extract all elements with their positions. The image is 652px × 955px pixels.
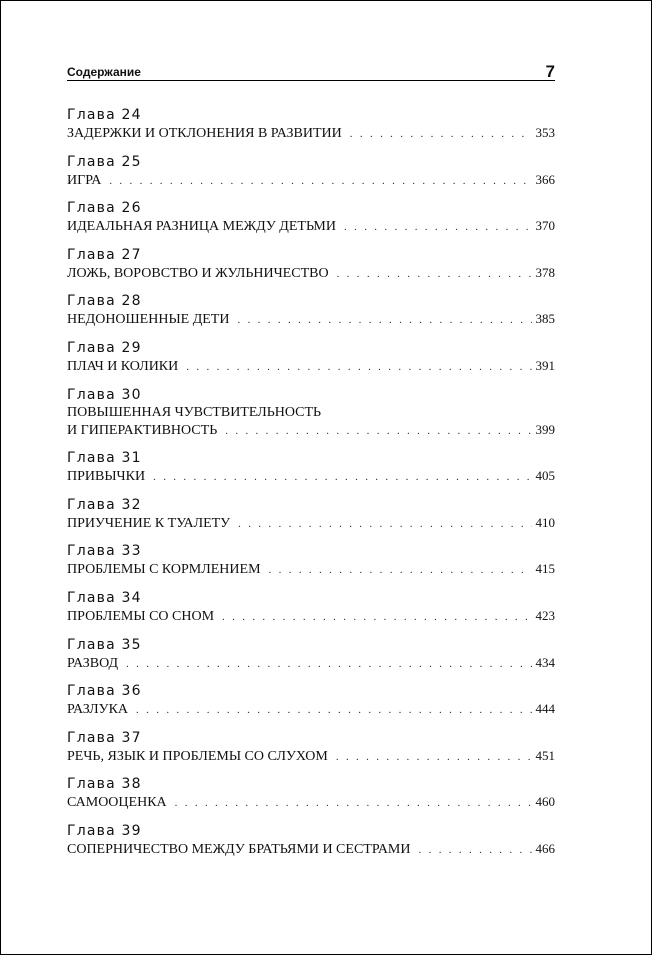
toc-entry [67,776,555,810]
chapter-page: 444 [535,701,555,717]
chapter-title: ПРИВЫЧКИ [67,469,146,485]
dot-leader [350,126,532,143]
toc-entry [67,543,555,577]
entry-line [67,217,555,234]
chapter-label: Глава 38 [67,776,142,793]
chapter-page: 434 [535,654,555,670]
entry-line [67,747,555,764]
toc-entry [67,450,555,484]
chapter-title: И ГИПЕРАКТИВНОСТЬ [67,422,218,438]
entry-line [67,310,555,327]
chapter-page: 410 [535,514,555,530]
entry-line [67,654,555,671]
chapter-page: 451 [535,747,555,763]
chapter-label: Глава 25 [67,153,142,170]
toc-entry [67,637,555,671]
chapter-label: Глава 37 [67,729,142,746]
entry-line [67,514,555,531]
chapter-label: Глава 27 [67,246,142,263]
chapter-page: 391 [535,357,555,373]
chapter-title: НЕДОНОШЕННЫЕ ДЕТИ [67,312,230,328]
dot-leader [153,469,531,486]
toc-entry [67,730,555,764]
chapter-title: СОПЕРНИЧЕСТВО МЕЖДУ БРАТЬЯМИ И СЕСТРАМИ [67,841,411,857]
dot-leader [269,562,532,579]
entry-line [67,264,555,281]
toc-entry [67,340,555,374]
chapter-title: РАЗВОД [67,655,119,671]
chapter-label: Глава 35 [67,636,142,653]
chapter-label: Глава 31 [67,450,142,467]
entry-line [67,357,555,374]
chapter-page: 370 [535,218,555,234]
chapter-label: Глава 39 [67,822,142,839]
dot-leader [225,423,531,440]
toc-entry [67,590,555,624]
toc-entry [67,387,555,438]
chapter-label: Глава 34 [67,589,142,606]
chapter-title: РЕЧЬ, ЯЗЫК И ПРОБЛЕМЫ СО СЛУХОМ [67,748,328,764]
chapter-title: ЗАДЕРЖКИ И ОТКЛОНЕНИЯ В РАЗВИТИИ [67,126,342,141]
toc-entry [67,107,555,141]
toc-entry [67,200,555,234]
chapter-page: 460 [535,794,555,810]
dot-leader [186,359,531,376]
chapter-label: Глава 24 [67,107,142,123]
table-of-contents [67,107,555,870]
entry-line [67,171,555,188]
chapter-label: Глава 29 [67,339,142,356]
chapter-title: ПРОБЛЕМЫ СО СНОМ [67,608,215,624]
chapter-title: ИГРА [67,172,102,188]
dot-leader [337,266,532,283]
chapter-title: САМООЦЕНКА [67,795,167,811]
chapter-label: Глава 28 [67,293,142,310]
entry-line [67,840,555,857]
dot-leader [126,656,531,673]
entry-line [67,421,555,438]
chapter-title-line1: ПОВЫШЕННАЯ ЧУВСТВИТЕЛЬНОСТЬ [67,404,322,420]
chapter-page: 415 [535,561,555,577]
toc-entry [67,497,555,531]
entry-line [67,607,555,624]
chapter-label: Глава 26 [67,200,142,217]
entry-line [67,124,555,141]
entry-line [67,793,555,810]
dot-leader [222,609,531,626]
chapter-label: Глава 36 [67,683,142,700]
dot-leader [419,842,532,859]
chapter-title: ЛОЖЬ, ВОРОВСТВО И ЖУЛЬНИЧЕСТВО [67,265,329,281]
dot-leader [237,312,531,329]
chapter-page: 378 [535,264,555,280]
chapter-page: 466 [535,840,555,856]
chapter-title: ИДЕАЛЬНАЯ РАЗНИЦА МЕЖДУ ДЕТЬМИ [67,219,336,235]
chapter-page: 353 [535,125,555,140]
entry-line [67,467,555,484]
chapter-page: 423 [535,607,555,623]
toc-entry [67,154,555,188]
running-title: Содержание [67,65,141,79]
chapter-label: Глава 32 [67,496,142,513]
entry-line [67,700,555,717]
dot-leader [336,749,532,766]
toc-entry [67,683,555,717]
chapter-title: ПЛАЧ И КОЛИКИ [67,358,179,374]
running-header [67,63,555,81]
chapter-page: 399 [535,421,555,437]
dot-leader [238,516,531,533]
dot-leader [175,795,532,812]
chapter-title: РАЗЛУКА [67,702,129,718]
dot-leader [136,702,531,719]
chapter-page: 405 [535,468,555,484]
chapter-label: Глава 33 [67,543,142,560]
toc-entry [67,247,555,281]
dot-leader [344,219,532,236]
chapter-page: 385 [535,311,555,327]
page-number: 7 [545,62,555,81]
chapter-page: 366 [535,171,555,187]
chapter-title: ПРОБЛЕМЫ С КОРМЛЕНИЕМ [67,562,261,578]
toc-entry [67,293,555,327]
chapter-label: Глава 30 [67,386,142,403]
toc-entry [67,823,555,857]
chapter-title: ПРИУЧЕНИЕ К ТУАЛЕТУ [67,515,231,531]
dot-leader [109,173,531,190]
entry-line [67,560,555,577]
